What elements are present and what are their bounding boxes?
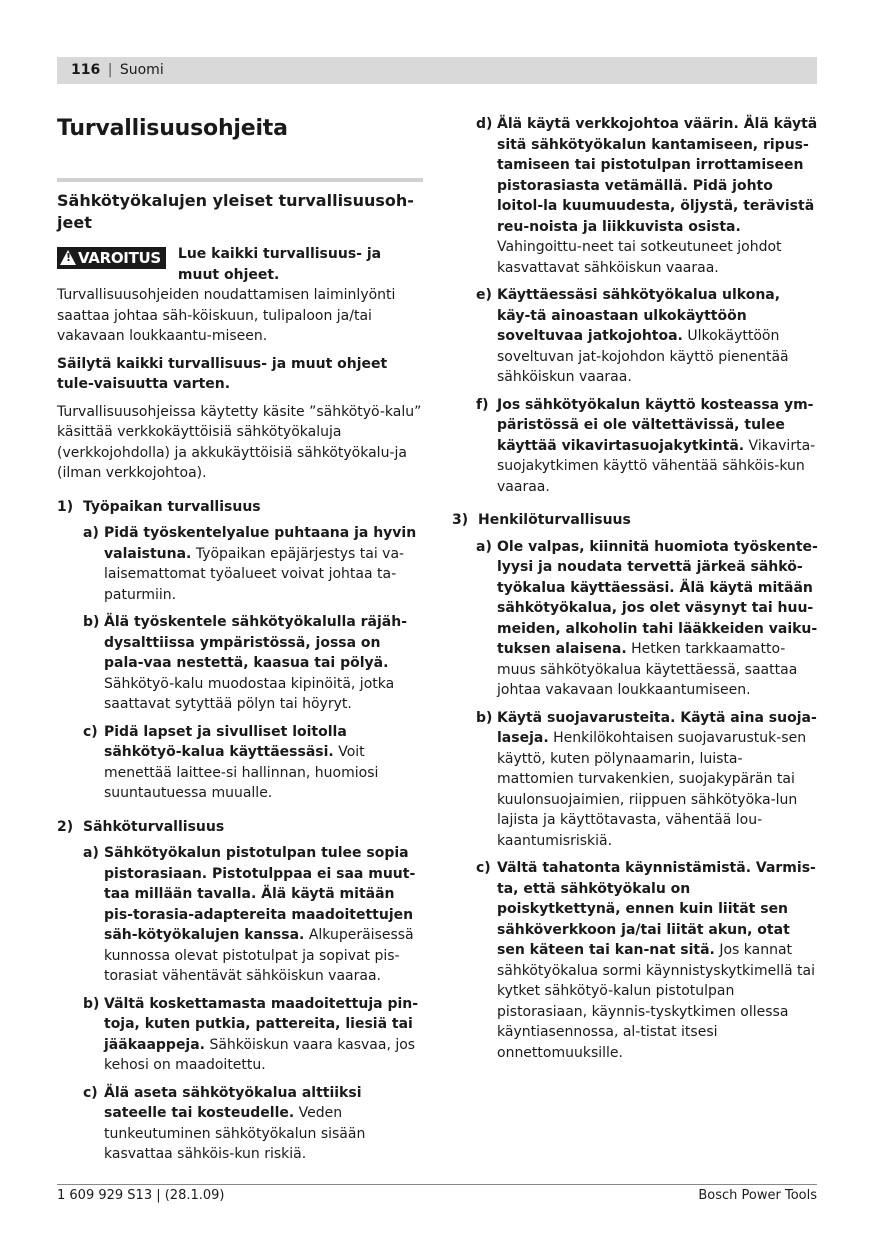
item-bold: Jos sähkötyökalun käyttö kosteassa ym-päristössä ei ole vältettävissä, tulee käyttää vikavirtasuojakytkintä. (497, 396, 814, 454)
item-text: Ulkokäyttöön soveltuvan jat-kojohdon käyttö pienentää sähköiskun vaaraa. (497, 328, 789, 385)
section-2-number: 2) (57, 818, 74, 835)
item-letter: f) (476, 396, 489, 413)
list-item (476, 285, 818, 388)
item-bold: Pidä työskentelyalue puhtaana ja hyvin valaistuna. (104, 525, 417, 562)
list-item (476, 858, 818, 1063)
item-text: Vikavirta-suojakytkimen käyttö vähentää sähköis-kun vaaraa. (497, 437, 816, 495)
item-text: Sähköiskun vaara kasvaa, jos kehosi on maadoitettu. (104, 1036, 416, 1073)
list-item (83, 612, 423, 715)
warning-badge-label: VAROITUS (78, 249, 161, 267)
footer-document-code: 1 609 929 S13 | (28.1.09) (57, 1188, 225, 1203)
item-text: Henkilökohtaisen suojavarustuk-sen käyttö, kuten pölynaamarin, luista-mattomien turvakenkien, suojakypärän tai kuulonsuojaimien, riippuen sähkötyöka-lun lajista ja käyttötavasta, vähentää lou-kaantumisriskiä. (497, 730, 807, 849)
page-number: 116 (71, 62, 101, 78)
item-letter: a) (476, 538, 492, 555)
section-heading: Sähkötyökalujen yleiset turvallisuusoh-jeet (57, 191, 414, 232)
list-item (83, 1083, 423, 1165)
item-bold: Käyttäessäsi sähkötyökalua ulkona, käy-tä ainoastaan ulkokäyttöön soveltuvaa jatkojohtoa. (497, 287, 781, 344)
section-2-title: Sähköturvallisuus (83, 818, 225, 835)
page-title: Turvallisuusohjeita (57, 116, 288, 141)
item-letter: a) (83, 525, 99, 541)
section-3-heading (452, 510, 818, 531)
footer-brand: Bosch Power Tools (698, 1188, 817, 1203)
item-letter: b) (476, 709, 493, 726)
list-item (83, 994, 423, 1076)
item-text: Vahingoittu-neet tai sotkeutuneet johdot kasvattavat sähköiskun vaaraa. (497, 239, 782, 276)
left-column (57, 112, 423, 1172)
list-item (476, 537, 818, 701)
header-separator: | (107, 62, 113, 78)
section-3-title: Henkilöturvallisuus (478, 512, 631, 528)
keep-note-bold: Säilytä kaikki turvallisuus- ja muut ohjeet tule-vaisuutta varten. (57, 355, 388, 392)
item-text: Veden tunkeutuminen sähkötyökalun sisään kasvattaa sähköis-kun riskiä. (104, 1105, 366, 1162)
item-bold: Sähkötyökalun pistotulpan tulee sopia pistorasiaan. Pistotulppaa ei saa muut-taa millään tavalla. Älä käytä mitään pis-torasia-adaptereita maadoitettujen säh-kötyökalujen kanssa. (104, 845, 416, 943)
item-letter: e) (476, 287, 492, 303)
item-letter: c) (83, 723, 98, 740)
item-bold: Älä aseta sähkötyökalua alttiiksi sateelle tai kosteudelle. (104, 1084, 362, 1121)
item-letter: c) (476, 860, 491, 876)
item-text: Työpaikan epäjärjestys tai va-laisemattomat työalueet voivat johtaa ta-paturmiin. (104, 545, 405, 603)
item-bold: Pidä lapset ja sivulliset loitolla sähkötyö-kalua käyttäessäsi. (104, 723, 347, 760)
item-text: Alkuperäisessä kunnossa olevat pistotulpat ja sopivat pis-torasiat vähentävät sähköiskun vaaraa. (104, 927, 414, 984)
item-bold: Käytä suojavarusteita. Käytä aina suoja-laseja. (497, 709, 817, 746)
item-letter: b) (83, 995, 100, 1012)
item-letter: b) (83, 614, 100, 630)
warning-bold: Lue kaikki turvallisuus- ja muut ohjeet. (177, 246, 382, 283)
section-2-heading (57, 817, 423, 838)
section-1-title: Työpaikan turvallisuus (83, 498, 261, 515)
item-text: Voit menettää laittee-si hallinnan, huomiosi suuntautuessa muualle. (104, 744, 379, 801)
item-text: Sähkötyö-kalu muodostaa kipinöitä, jotka saattavat sytyttää pölyn tai höyryt. (104, 675, 395, 712)
keep-instructions-note (57, 354, 423, 395)
item-bold: Älä työskentele sähkötyökalulla räjäh-dysalttiissa ympäristössä, jossa on pala-vaa nestettä, kaasua tai pölyä. (104, 614, 408, 671)
item-text: Jos kannat sähkötyökalua sormi käynnistyskytkimellä tai kytket sähkötyö-kalun pistotulpan pistorasiaan, käynnis-tyskytkimen ollessa käyntiasennossa, al-tistat itsesi onnettomuuksille. (497, 942, 815, 1061)
list-item (83, 523, 423, 605)
section-3-number: 3) (452, 512, 469, 528)
warning-text: Turvallisuusohjeiden noudattamisen laiminlyönti saattaa johtaa säh-köiskuun, tulipaloon ja/tai vakavaan loukkaantu-miseen. (57, 287, 396, 344)
list-item (476, 114, 818, 278)
item-bold: Älä käytä verkkojohtoa väärin. Älä käytä sitä sähkötyökalun kantamiseen, ripus-tamiseen tai pistotulpan irrottamiseen pistorasiasta vetämällä. Pidä johto loitol-la kuumuudesta, öljystä, terävistä reu-noista ja liikkuvista osista. (497, 116, 818, 235)
item-bold: Vältä koskettamasta maadoitettuja pin-toja, kuten putkia, pattereita, liesiä tai jääkaappeja. (104, 995, 419, 1053)
warning-triangle-icon (60, 250, 76, 265)
right-column (452, 114, 818, 1070)
definition-paragraph: Turvallisuusohjeissa käytetty käsite ”sähkötyö-kalu” käsittää verkkokäyttöisiä sähkötyökaluja (verkkojohdolla) ja akkukäyttöisiä sähkötyökalu-ja (ilman verkkojohtoa). (57, 403, 422, 481)
list-item (476, 708, 818, 852)
list-item (83, 722, 423, 804)
item-letter: a) (83, 845, 99, 861)
header-language: Suomi (119, 62, 164, 78)
list-item (476, 395, 818, 498)
list-item (83, 843, 423, 987)
warning-paragraph (57, 244, 423, 347)
item-letter: d) (476, 116, 493, 132)
item-text: Hetken tarkkaamatto-muus sähkötyökalua käytettäessä, saattaa johtaa vakavaan loukkaantumiseen. (497, 641, 798, 698)
item-bold: Ole valpas, kiinnitä huomiota työskente-lyysi ja noudata tervettä järkeä sähkö-työkalua käyttäessäsi. Älä käytä mitään sähkötyökalua, jos olet väsynyt tai huu-meiden, alkoholin tahi lääkkeiden vaiku-tuksen alaisena. (497, 538, 818, 657)
section-divider (57, 178, 423, 182)
item-letter: c) (83, 1084, 98, 1101)
section-1-heading (57, 497, 423, 518)
section-1-number: 1) (57, 498, 74, 515)
item-bold: Vältä tahatonta käynnistämistä. Varmis-ta, että sähkötyökalu on poiskytkettynä, ennen kuin liität sen sähköverkkoon ja/tai liität akun, otat sen käteen tai kan-nat sitä. (497, 860, 816, 958)
page-header (57, 57, 817, 84)
warning-badge (57, 247, 166, 269)
footer-divider (57, 1184, 817, 1185)
